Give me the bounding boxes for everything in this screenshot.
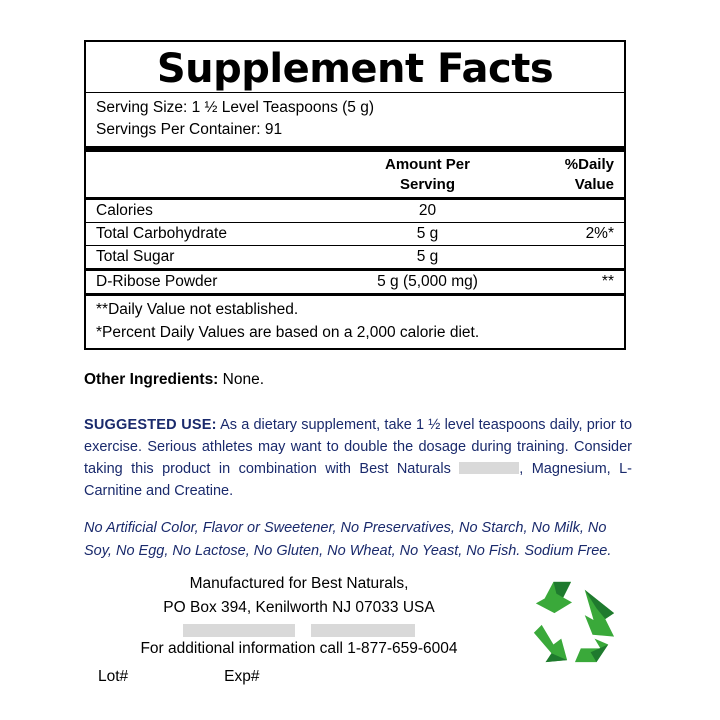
header-amount-column: [325, 155, 530, 194]
row-daily-value: **: [601, 273, 614, 291]
row-amount: 5 g: [416, 225, 439, 243]
row-amount: 5 g (5,000 mg): [377, 273, 478, 291]
row-daily-value: 2%*: [585, 225, 614, 243]
manufacturer-line1: Manufactured for Best Naturals,: [189, 575, 409, 592]
serving-size: Serving Size: 1 ½ Level Teaspoons (5 g): [96, 99, 375, 117]
table-row: [86, 223, 624, 245]
header-amount-line2: Serving: [399, 175, 456, 193]
manufacturer-block: [84, 572, 514, 639]
free-from-claims: No Artificial Color, Flavor or Sweetener, No Preservatives, No Starch, No Milk, No Soy, No Egg, No Lactose, No Gluten, No Wheat, No Yeast, No Fish. Sodium Free.: [84, 520, 612, 560]
header-amount-line1: Amount Per: [384, 156, 470, 174]
serving-info: [86, 93, 624, 143]
suggested-use-text: [84, 414, 632, 502]
header-daily-value-column: [530, 155, 614, 194]
row-name: Total Sugar: [96, 248, 175, 266]
lot-label: Lot#: [98, 668, 129, 685]
recycle-icon: [524, 576, 622, 666]
row-amount: 5 g: [416, 248, 439, 266]
call-info: For additional information call 1-877-659-6004: [140, 640, 458, 657]
table-row: [86, 246, 624, 268]
table-row: [86, 200, 624, 222]
exp-label: Exp#: [224, 668, 260, 685]
suggested-use-label: SUGGESTED USE:: [84, 417, 217, 433]
redacted-product-name: [459, 462, 519, 474]
redacted-contact-line: [183, 624, 415, 637]
supplement-facts-title: Supplement Facts: [156, 46, 554, 92]
row-name: Calories: [96, 202, 153, 220]
manufacturer-line2: PO Box 394, Kenilworth NJ 07033 USA: [163, 599, 435, 617]
lot-exp-row: [84, 668, 514, 686]
footnote-daily-value: **Daily Value not established.: [96, 301, 299, 319]
row-name: Total Carbohydrate: [96, 225, 227, 243]
row-amount: 20: [418, 202, 437, 220]
servings-per-container: Servings Per Container: 91: [96, 121, 283, 139]
header-dv-line1: %Daily: [564, 156, 614, 174]
table-header-row: [86, 152, 624, 197]
other-ingredients-label: Other Ingredients:: [84, 371, 219, 388]
header-nutrient-column: [96, 155, 325, 194]
footnotes: [86, 296, 624, 348]
other-ingredients: [84, 371, 264, 389]
row-name: D-Ribose Powder: [96, 273, 218, 291]
supplement-facts-panel: [84, 40, 626, 350]
table-row: [86, 271, 624, 293]
header-dv-line2: Value: [574, 175, 614, 193]
other-ingredients-value: None.: [222, 371, 265, 388]
footnote-percent-dv: *Percent Daily Values are based on a 2,000 calorie diet.: [96, 323, 480, 341]
redacted-block-1: [183, 624, 295, 637]
suggested-use-body-1: As a dietary supplement, take 1 ½ level teaspoons daily, prior to exercise. Serious athletes may want to double the dosage during training. Consider taking this product in combination with Best Naturals: [84, 417, 633, 478]
suggested-use-body-2: , Magnesium, L-Carnitine and Creatine.: [84, 461, 632, 500]
redacted-block-2: [311, 624, 415, 637]
